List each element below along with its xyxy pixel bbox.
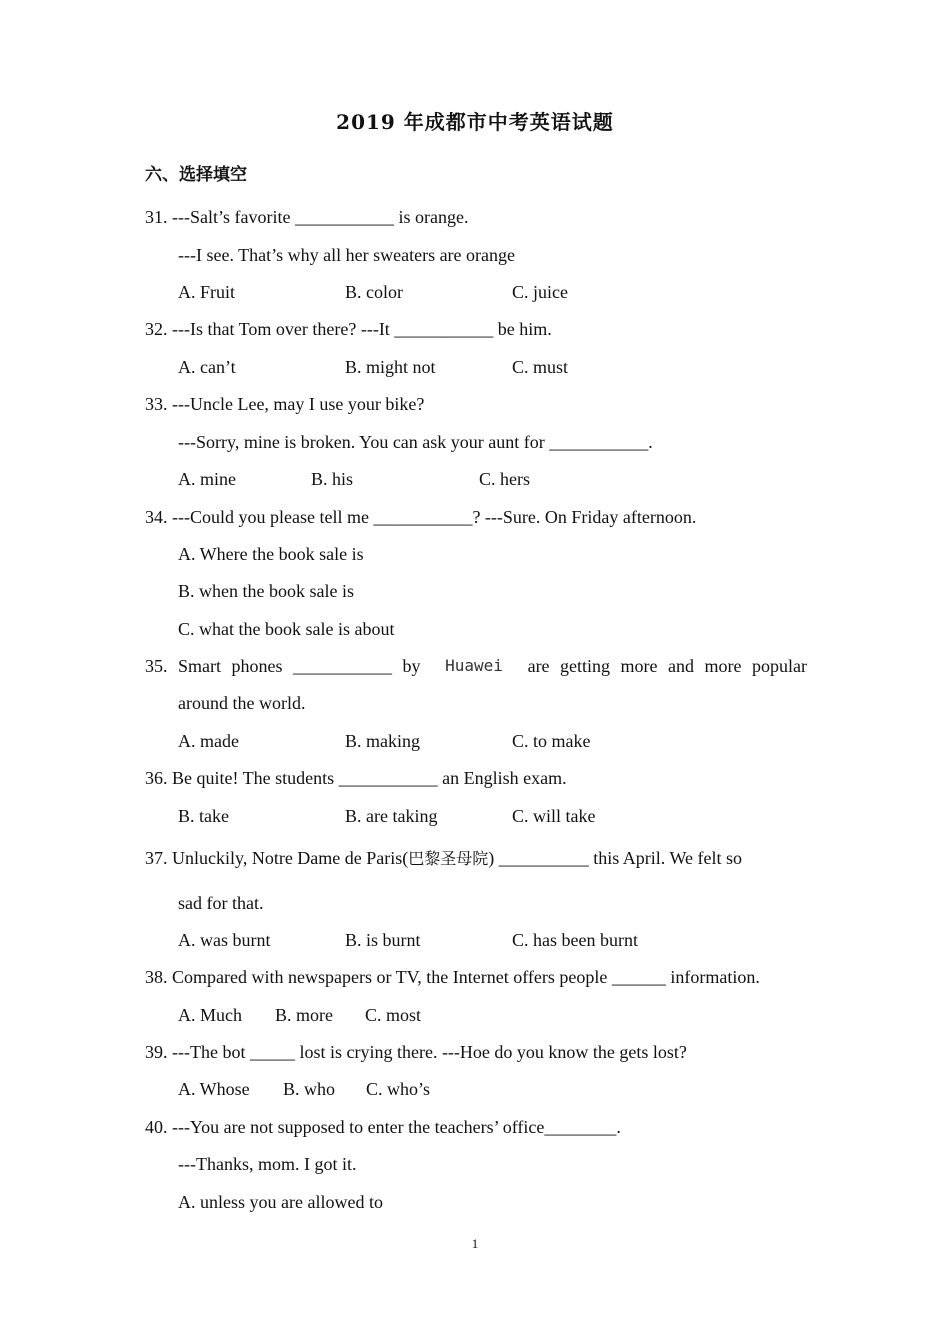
question-39-stem: 39. ---The bot _____ lost is crying there. ---Hoe do you know the gets lost? — [145, 1042, 687, 1062]
question-37-stem-pre: 37. Unluckily, Notre Dame de Paris( — [145, 848, 409, 868]
question-39-option-a: A. Whose — [178, 1079, 250, 1099]
question-32-option-b: B. might not — [345, 357, 436, 377]
question-32-stem: 32. ---Is that Tom over there? ---It ___________ be him. — [145, 319, 552, 339]
question-37-stem — [145, 847, 742, 870]
question-31-option-c: C. juice — [512, 282, 568, 302]
question-40-stem: 40. ---You are not supposed to enter the teachers’ office________. — [145, 1117, 621, 1137]
question-38-option-c: C. most — [365, 1005, 422, 1025]
question-35-option-a: A. made — [178, 731, 239, 751]
question-31-line2: ---I see. That’s why all her sweaters are orange — [178, 245, 516, 265]
question-34-option-a: A. Where the book sale is — [178, 544, 364, 564]
question-32-option-a: A. can’t — [178, 357, 236, 377]
question-36-option-b: B. are taking — [345, 806, 438, 826]
question-37-option-b: B. is burnt — [345, 930, 421, 950]
question-35-stem — [145, 655, 807, 677]
question-37-option-a: A. was burnt — [178, 930, 271, 950]
page-number: 1 — [471, 1236, 479, 1251]
question-35-stem-pre: 35. Smart phones ___________ by — [145, 656, 421, 676]
question-37-chinese-note: 巴黎圣母院 — [408, 849, 489, 868]
question-37-option-c: C. has been burnt — [512, 930, 638, 950]
page-title: 2019 年成都市中考英语试题 — [336, 110, 614, 134]
question-31-option-a: A. Fruit — [178, 282, 236, 302]
question-33-stem: 33. ---Uncle Lee, may I use your bike? — [145, 394, 425, 414]
question-39-option-b: B. who — [283, 1079, 336, 1099]
question-35-option-b: B. making — [345, 731, 420, 751]
question-33-option-c: C. hers — [479, 469, 530, 489]
question-38-stem: 38. Compared with newspapers or TV, the Internet offers people ______ information. — [145, 967, 760, 987]
section-heading: 六、选择填空 — [145, 165, 247, 185]
question-35-line2: around the world. — [178, 693, 306, 713]
question-36-option-a: B. take — [178, 806, 229, 826]
question-39-option-c: C. who’s — [366, 1079, 431, 1099]
question-35-stem-post: are getting more and more popular — [527, 656, 807, 676]
question-34-stem: 34. ---Could you please tell me ___________? ---Sure. On Friday afternoon. — [145, 507, 697, 527]
question-31-option-b: B. color — [345, 282, 403, 302]
question-38-option-a: A. Much — [178, 1005, 242, 1025]
question-38-option-b: B. more — [275, 1005, 333, 1025]
question-34-option-c: C. what the book sale is about — [178, 619, 395, 639]
question-35-brand: Huawei — [445, 656, 503, 675]
question-36-stem: 36. Be quite! The students ___________ an English exam. — [145, 768, 567, 788]
question-35-option-c: C. to make — [512, 731, 591, 751]
question-36-option-c: C. will take — [512, 806, 596, 826]
question-40-line2: ---Thanks, mom. I got it. — [178, 1154, 357, 1174]
question-32-option-c: C. must — [512, 357, 569, 377]
question-37-stem-post: ) __________ this April. We felt so — [488, 848, 743, 868]
question-33-option-b: B. his — [311, 469, 354, 489]
question-33-option-a: A. mine — [178, 469, 236, 489]
question-37-line2: sad for that. — [178, 893, 264, 913]
question-40-option-a: A. unless you are allowed to — [178, 1192, 383, 1212]
question-34-option-b: B. when the book sale is — [178, 581, 354, 601]
question-33-line2: ---Sorry, mine is broken. You can ask your aunt for ___________. — [178, 432, 653, 452]
question-31-stem: 31. ---Salt’s favorite ___________ is orange. — [145, 207, 469, 227]
